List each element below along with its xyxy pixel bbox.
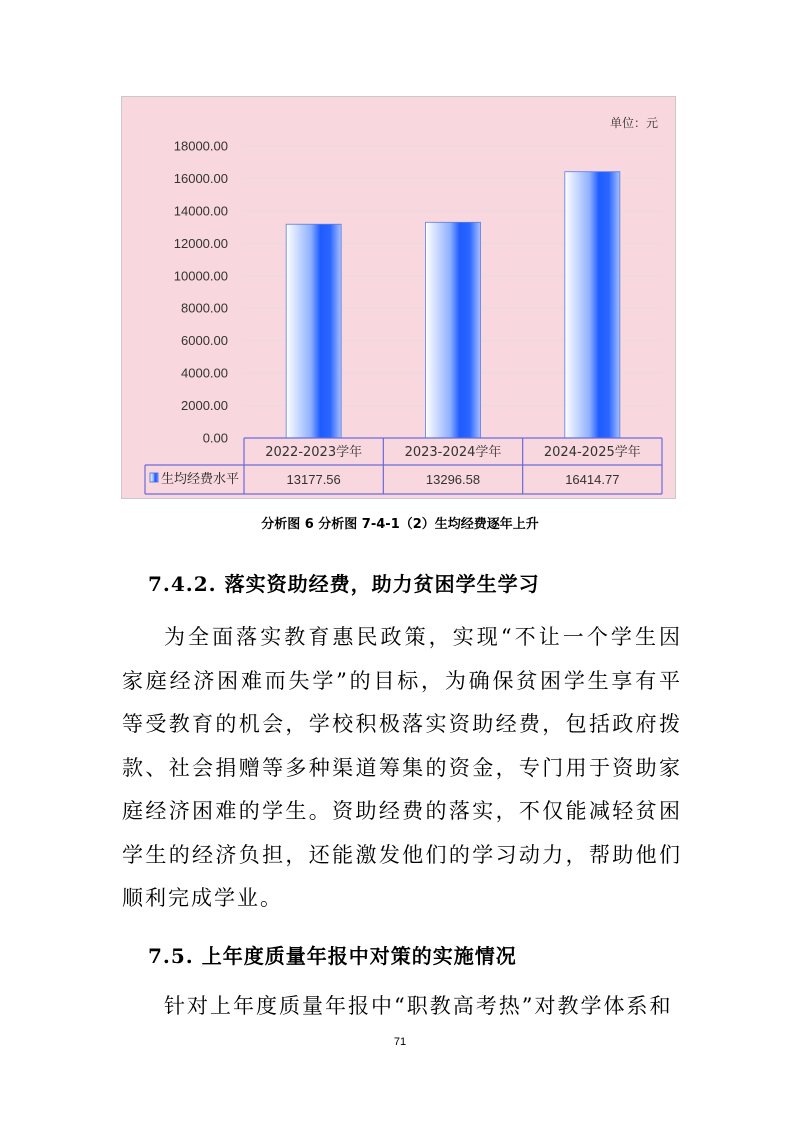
- legend-key: [150, 473, 158, 482]
- x-category-label: 2024-2025学年: [543, 445, 641, 460]
- y-tick-label: 2000.00: [181, 398, 228, 414]
- y-tick-label: 8000.00: [181, 300, 228, 316]
- page-number: 71: [393, 1036, 407, 1048]
- x-category-label: 2022-2023学年: [265, 445, 363, 460]
- bar-chart: [122, 97, 677, 500]
- section-75-heading: 7.5. 上年度质量年报中对策的实施情况: [148, 944, 517, 968]
- y-tick-label: 6000.00: [181, 333, 228, 349]
- y-tick-label: 14000.00: [173, 203, 228, 219]
- y-tick-label: 12000.00: [173, 235, 228, 251]
- data-value-label: 13177.56: [286, 472, 341, 487]
- chart-caption: 分析图 6 分析图 7-4-1（2）生均经费逐年上升: [261, 517, 539, 532]
- legend-series-name: 生均经费水平: [161, 472, 240, 487]
- data-value-label: 16414.77: [565, 472, 620, 487]
- y-tick-label: 4000.00: [181, 365, 228, 381]
- y-tick-label: 16000.00: [173, 170, 228, 186]
- bar: [286, 224, 341, 438]
- data-value-label: 13296.58: [425, 472, 481, 487]
- section-742-paragraph: 为全面落实教育惠民政策，实现“不让一个学生因家庭经济困难而失学”的目标，为确保贫困学生享有平等受教育的机会，学校积极落实资助经费，包括政府拨款、社会捐赠等多种渠道筹集的资金，专门用于资助家庭经济困难的学生。资助经费的落实，不仅能减轻贫困学生的经济负担，还能激发他们的学习动力，帮助他们顺利完成学业。: [122, 625, 682, 910]
- y-tick-label: 0.00: [202, 430, 228, 446]
- y-tick-label: 18000.00: [173, 138, 228, 154]
- unit-label: 单位：元: [609, 116, 658, 130]
- y-tick-label: 10000.00: [173, 268, 228, 284]
- chart-container: [121, 96, 676, 499]
- bar: [565, 172, 620, 438]
- section-75-paragraph: 针对上年度质量年报中“职教高考热”对教学体系和: [164, 994, 673, 1018]
- x-category-label: 2023-2024学年: [404, 445, 502, 460]
- bar: [426, 222, 481, 438]
- section-742-heading: 7.4.2. 落实资助经费，助力贫困学生学习: [148, 572, 540, 596]
